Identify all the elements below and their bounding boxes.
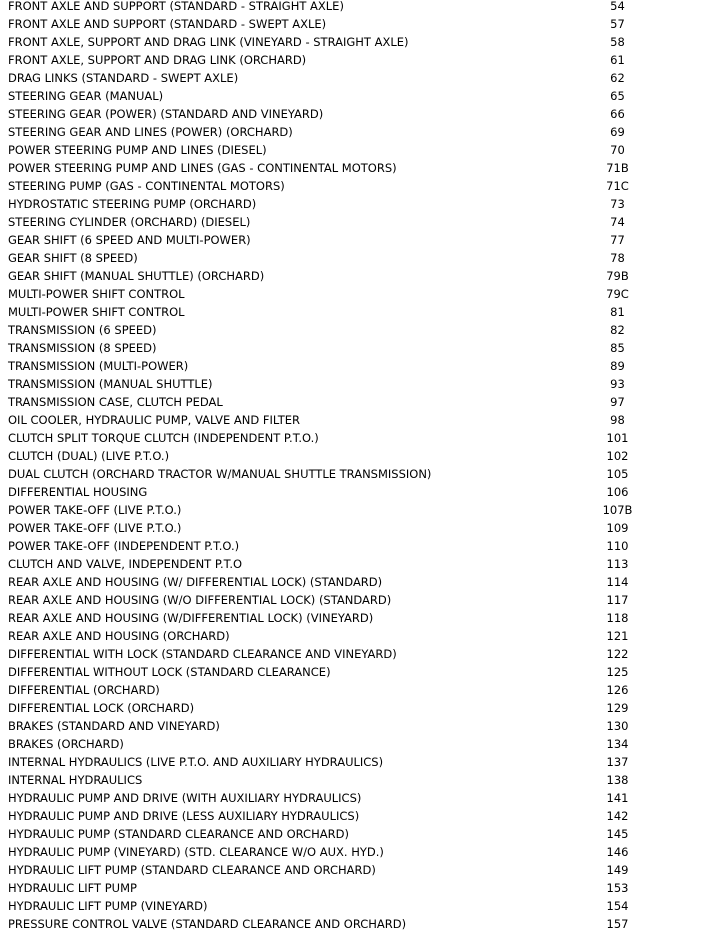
toc-entry-title: HYDRAULIC PUMP AND DRIVE (LESS AUXILIARY HYDRAULICS) [8,809,360,823]
toc-row [8,195,708,213]
toc-entry-title: REAR AXLE AND HOUSING (ORCHARD) [8,629,230,643]
toc-row [8,609,708,627]
toc-row [8,573,708,591]
toc-page-number: 125 [606,665,629,679]
toc-entry-title: HYDROSTATIC STEERING PUMP (ORCHARD) [8,197,257,211]
toc-entry-title: TRANSMISSION (MULTI-POWER) [8,359,189,373]
toc-page-number: 141 [606,791,629,805]
toc-entry-title: DIFFERENTIAL (ORCHARD) [8,683,160,697]
toc-page-number: 106 [606,485,629,499]
toc-entry-title: HYDRAULIC PUMP (STANDARD CLEARANCE AND ORCHARD) [8,827,349,841]
toc-page-number: 129 [606,701,629,715]
toc-entry-title: STEERING GEAR (POWER) (STANDARD AND VINEYARD) [8,107,324,121]
toc-entry-title: CLUTCH AND VALVE, INDEPENDENT P.T.O [8,557,243,571]
toc-row [8,645,708,663]
toc-row [8,375,708,393]
toc-row [8,879,708,897]
toc-row [8,555,708,573]
toc-entry-title: PRESSURE CONTROL VALVE (STANDARD CLEARANCE AND ORCHARD) [8,917,407,931]
toc-page-number: 126 [606,683,629,697]
toc-entry-title: POWER STEERING PUMP AND LINES (GAS - CONTINENTAL MOTORS) [8,161,397,175]
toc-page-number: 69 [610,125,625,139]
toc-row [8,321,708,339]
toc-page-number: 146 [606,845,629,859]
toc-entry-title: FRONT AXLE, SUPPORT AND DRAG LINK (ORCHARD) [8,53,307,67]
toc-row [8,807,708,825]
toc-row [8,699,708,717]
toc-entry-title: HYDRAULIC PUMP (VINEYARD) (STD. CLEARANCE W/O AUX. HYD.) [8,845,384,859]
toc-row [8,0,708,15]
toc-page-number: 79C [606,287,629,301]
toc-entry-title: HYDRAULIC LIFT PUMP (VINEYARD) [8,899,208,913]
toc-row [8,789,708,807]
toc-row [8,393,708,411]
toc-row [8,627,708,645]
toc-row [8,753,708,771]
toc-row [8,303,708,321]
toc-page-number: 70 [610,143,625,157]
toc-page-number: 109 [606,521,629,535]
toc-row [8,87,708,105]
toc-page-number: 157 [606,917,629,931]
toc-page-number: 65 [610,89,625,103]
toc-page-number: 121 [606,629,629,643]
toc-page-number: 113 [606,557,629,571]
toc-page-number: 117 [606,593,629,607]
toc-page-number: 66 [610,107,625,121]
toc-entry-title: TRANSMISSION (8 SPEED) [8,341,157,355]
toc-page-number: 142 [606,809,629,823]
toc-page-number: 110 [606,539,629,553]
toc-page-number: 54 [610,0,625,13]
toc-row [8,285,708,303]
toc-entry-title: GEAR SHIFT (8 SPEED) [8,251,138,265]
toc-entry-title: STEERING CYLINDER (ORCHARD) (DIESEL) [8,215,251,229]
toc-entry-title: DIFFERENTIAL HOUSING [8,485,148,499]
toc-row [8,105,708,123]
toc-page-number: 93 [610,377,625,391]
toc-page-number: 102 [606,449,629,463]
toc-page-number: 62 [610,71,625,85]
toc-row [8,465,708,483]
toc-row [8,717,708,735]
toc-row [8,231,708,249]
toc-entry-title: GEAR SHIFT (6 SPEED AND MULTI-POWER) [8,233,251,247]
toc-entry-title: REAR AXLE AND HOUSING (W/DIFFERENTIAL LOCK) (VINEYARD) [8,611,374,625]
toc-row [8,519,708,537]
toc-entry-title: FRONT AXLE AND SUPPORT (STANDARD - STRAIGHT AXLE) [8,0,344,13]
toc-row [8,591,708,609]
toc-entry-title: TRANSMISSION (MANUAL SHUTTLE) [8,377,213,391]
toc-entry-title: POWER STEERING PUMP AND LINES (DIESEL) [8,143,267,157]
toc-page-number: 149 [606,863,629,877]
toc-row [8,213,708,231]
toc-row [8,411,708,429]
toc-entry-title: FRONT AXLE AND SUPPORT (STANDARD - SWEPT AXLE) [8,17,327,31]
toc-entry-title: INTERNAL HYDRAULICS [8,773,143,787]
toc-row [8,897,708,915]
toc-page-number: 82 [610,323,625,337]
toc-row [8,429,708,447]
toc-page-number: 74 [610,215,625,229]
toc-page-number: 114 [606,575,629,589]
toc-row [8,861,708,879]
toc-page-number: 57 [610,17,625,31]
toc-entry-title: TRANSMISSION (6 SPEED) [8,323,157,337]
toc-row [8,537,708,555]
toc-page-number: 134 [606,737,629,751]
toc-row [8,177,708,195]
toc-page-number: 153 [606,881,629,895]
toc-entry-title: POWER TAKE-OFF (LIVE P.T.O.) [8,503,182,517]
toc-page-number: 71B [606,161,629,175]
toc-page-number: 61 [610,53,625,67]
toc-page-number: 58 [610,35,625,49]
toc-row [8,123,708,141]
toc-entry-title: HYDRAULIC PUMP AND DRIVE (WITH AUXILIARY HYDRAULICS) [8,791,362,805]
toc-row [8,663,708,681]
toc-row [8,915,708,933]
toc-page-number: 78 [610,251,625,265]
toc-entry-title: GEAR SHIFT (MANUAL SHUTTLE) (ORCHARD) [8,269,265,283]
toc-entry-title: MULTI-POWER SHIFT CONTROL [8,287,185,301]
toc-page-number: 122 [606,647,629,661]
toc-entry-title: DIFFERENTIAL WITH LOCK (STANDARD CLEARANCE AND VINEYARD) [8,647,397,661]
toc-page-number: 107B [602,503,633,517]
toc-page-number: 118 [606,611,629,625]
toc-entry-title: BRAKES (STANDARD AND VINEYARD) [8,719,220,733]
toc-row [8,825,708,843]
toc-row [8,447,708,465]
toc-entry-title: FRONT AXLE, SUPPORT AND DRAG LINK (VINEYARD - STRAIGHT AXLE) [8,35,409,49]
toc-page-number: 81 [610,305,625,319]
toc-entry-title: POWER TAKE-OFF (INDEPENDENT P.T.O.) [8,539,240,553]
toc-page-number: 71C [606,179,629,193]
toc-entry-title: DIFFERENTIAL LOCK (ORCHARD) [8,701,195,715]
toc-entry-title: DIFFERENTIAL WITHOUT LOCK (STANDARD CLEARANCE) [8,665,331,679]
toc-row [8,15,708,33]
toc-row [8,159,708,177]
toc-entry-title: DUAL CLUTCH (ORCHARD TRACTOR W/MANUAL SHUTTLE TRANSMISSION) [8,467,432,481]
toc-entry-title: CLUTCH SPLIT TORQUE CLUTCH (INDEPENDENT P.T.O.) [8,431,319,445]
toc-entry-title: REAR AXLE AND HOUSING (W/ DIFFERENTIAL LOCK) (STANDARD) [8,575,383,589]
toc-row [8,69,708,87]
toc-row [8,141,708,159]
toc-row [8,483,708,501]
toc-page-number: 98 [610,413,625,427]
toc-row [8,339,708,357]
toc-page-number: 154 [606,899,629,913]
toc-page-number: 89 [610,359,625,373]
toc-entry-title: OIL COOLER, HYDRAULIC PUMP, VALVE AND FILTER [8,413,300,427]
toc-page-number: 73 [610,197,625,211]
toc-row [8,249,708,267]
toc-row [8,501,708,519]
toc-page-number: 101 [606,431,629,445]
toc-page-number: 85 [610,341,625,355]
toc-entry-title: MULTI-POWER SHIFT CONTROL [8,305,185,319]
toc-entry-title: BRAKES (ORCHARD) [8,737,124,751]
toc-entry-title: STEERING PUMP (GAS - CONTINENTAL MOTORS) [8,179,285,193]
toc-page-number: 97 [610,395,625,409]
toc-page-number: 105 [606,467,629,481]
toc-row [8,681,708,699]
toc-row [8,33,708,51]
toc-row [8,843,708,861]
toc-entry-title: REAR AXLE AND HOUSING (W/O DIFFERENTIAL LOCK) (STANDARD) [8,593,392,607]
table-of-contents [8,0,708,933]
toc-page-number: 130 [606,719,629,733]
toc-entry-title: STEERING GEAR (MANUAL) [8,89,164,103]
toc-row [8,735,708,753]
toc-entry-title: INTERNAL HYDRAULICS (LIVE P.T.O. AND AUXILIARY HYDRAULICS) [8,755,384,769]
toc-page-number: 77 [610,233,625,247]
toc-row [8,771,708,789]
toc-entry-title: POWER TAKE-OFF (LIVE P.T.O.) [8,521,182,535]
toc-entry-title: CLUTCH (DUAL) (LIVE P.T.O.) [8,449,170,463]
toc-entry-title: HYDRAULIC LIFT PUMP [8,881,137,895]
toc-entry-title: HYDRAULIC LIFT PUMP (STANDARD CLEARANCE AND ORCHARD) [8,863,376,877]
toc-row [8,357,708,375]
toc-entry-title: TRANSMISSION CASE, CLUTCH PEDAL [8,395,223,409]
toc-page-number: 79B [606,269,629,283]
toc-row [8,267,708,285]
toc-entry-title: STEERING GEAR AND LINES (POWER) (ORCHARD) [8,125,293,139]
toc-row [8,51,708,69]
toc-page-number: 145 [606,827,629,841]
toc-page-number: 138 [606,773,629,787]
toc-page-number: 137 [606,755,629,769]
toc-entry-title: DRAG LINKS (STANDARD - SWEPT AXLE) [8,71,239,85]
